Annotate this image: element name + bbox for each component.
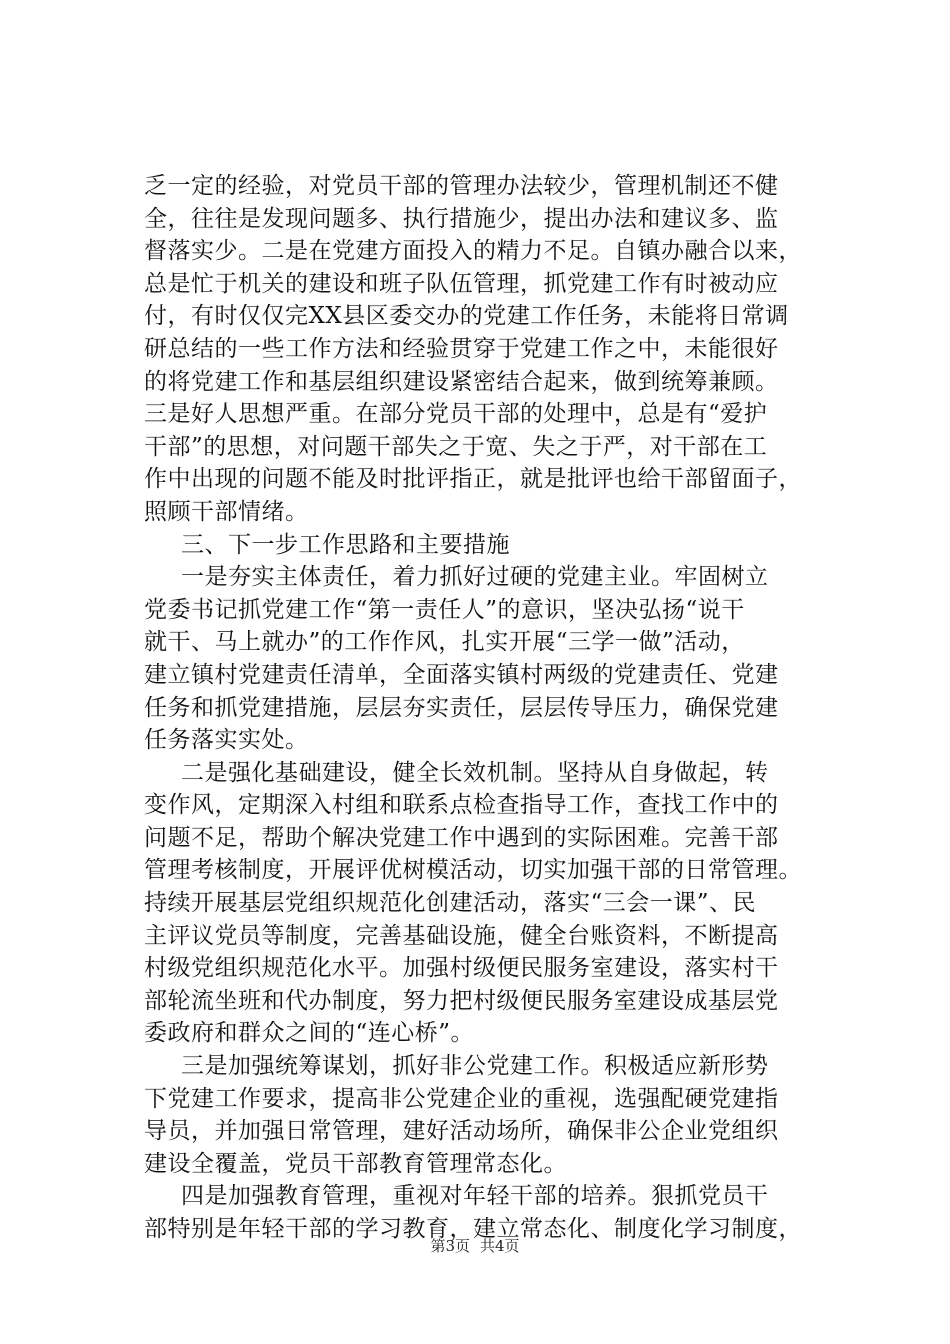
text-line: 部轮流坐班和代办制度，努力把村级便民服务室建设成基层党 xyxy=(144,987,779,1014)
text-line: 任务落实实处。 xyxy=(144,727,309,754)
text-line: 总是忙于机关的建设和班子队伍管理，抓党建工作有时被动应 xyxy=(144,270,779,297)
page-number: 第3页 xyxy=(430,1237,470,1255)
text-line: 付，有时仅仅完XX县区委交办的党建工作任务，未能将日常调 xyxy=(144,303,789,330)
text-line: 作中出现的问题不能及时批评指正，就是批评也给干部留面子， xyxy=(144,466,802,493)
text-line: 照顾干部情绪。 xyxy=(144,498,309,525)
text-line: 一是夯实主体责任，着力抓好过硬的党建主业。牢固树立 xyxy=(181,564,769,591)
text-line: 四是加强教育管理，重视对年轻干部的培养。狠抓党员干 xyxy=(181,1183,769,1210)
text-line: 二是强化基础建设，健全长效机制。坚持从自身做起，转 xyxy=(181,759,769,786)
text-line: 全，往往是发现问题多、执行措施少，提出办法和建议多、监 xyxy=(144,205,779,232)
text-line: 党委书记抓党建工作“第一责任人”的意识，坚决弘扬“说干 xyxy=(144,596,745,623)
text-line: 下党建工作要求，提高非公党建企业的重视，选强配硬党建指 xyxy=(144,1085,779,1112)
text-line: 干部”的思想，对问题干部失之于宽、失之于严，对干部在工 xyxy=(144,433,768,460)
text-line: 管理考核制度，开展评优树模活动，切实加强干部的日常管理。 xyxy=(144,857,802,884)
text-line: 三、下一步工作思路和主要措施 xyxy=(181,531,510,558)
text-line: 问题不足，帮助个解决党建工作中遇到的实际困难。完善干部 xyxy=(144,824,779,851)
text-line: 乏一定的经验，对党员干部的管理办法较少，管理机制还不健 xyxy=(144,173,779,199)
text-line: 村级党组织规范化水平。加强村级便民服务室建设，落实村干 xyxy=(144,955,779,982)
text-line: 建设全覆盖，党员干部教育管理常态化。 xyxy=(144,1150,567,1177)
document-body xyxy=(144,170,832,1246)
page-footer xyxy=(0,1236,950,1256)
text-line: 部特别是年轻干部的学习教育，建立常态化、制度化学习制度， xyxy=(144,1216,802,1242)
text-line: 就干、马上就办”的工作作风，扎实开展“三学一做”活动， xyxy=(144,629,745,656)
text-line: 的将党建工作和基层组织建设紧密结合起来，做到统筹兼顾。 xyxy=(144,368,779,395)
text-line: 导员，并加强日常管理，建好活动场所，确保非公企业党组织 xyxy=(144,1118,779,1145)
text-line: 变作风，定期深入村组和联系点检查指导工作，查找工作中的 xyxy=(144,792,779,819)
text-line: 督落实少。二是在党建方面投入的精力不足。自镇办融合以来， xyxy=(144,238,802,265)
text-line: 主评议党员等制度，完善基础设施，健全台账资料，不断提高 xyxy=(144,922,779,949)
text-line: 研总结的一些工作方法和经验贯穿于党建工作之中，未能很好 xyxy=(144,335,779,362)
text-line: 持续开展基层党组织规范化创建活动，落实“三会一课”、民 xyxy=(144,890,757,917)
text-line: 建立镇村党建责任清单，全面落实镇村两级的党建责任、党建 xyxy=(144,661,779,688)
text-line: 三是加强统筹谋划，抓好非公党建工作。积极适应新形势 xyxy=(181,1053,769,1080)
text-line: 任务和抓党建措施，层层夯实责任，层层传导压力，确保党建 xyxy=(144,694,779,721)
text-line: 委政府和群众之间的“连心桥”。 xyxy=(144,1020,475,1047)
page-total: 共4页 xyxy=(480,1237,520,1255)
text-line: 三是好人思想严重。在部分党员干部的处理中，总是有“爱护 xyxy=(144,401,768,428)
